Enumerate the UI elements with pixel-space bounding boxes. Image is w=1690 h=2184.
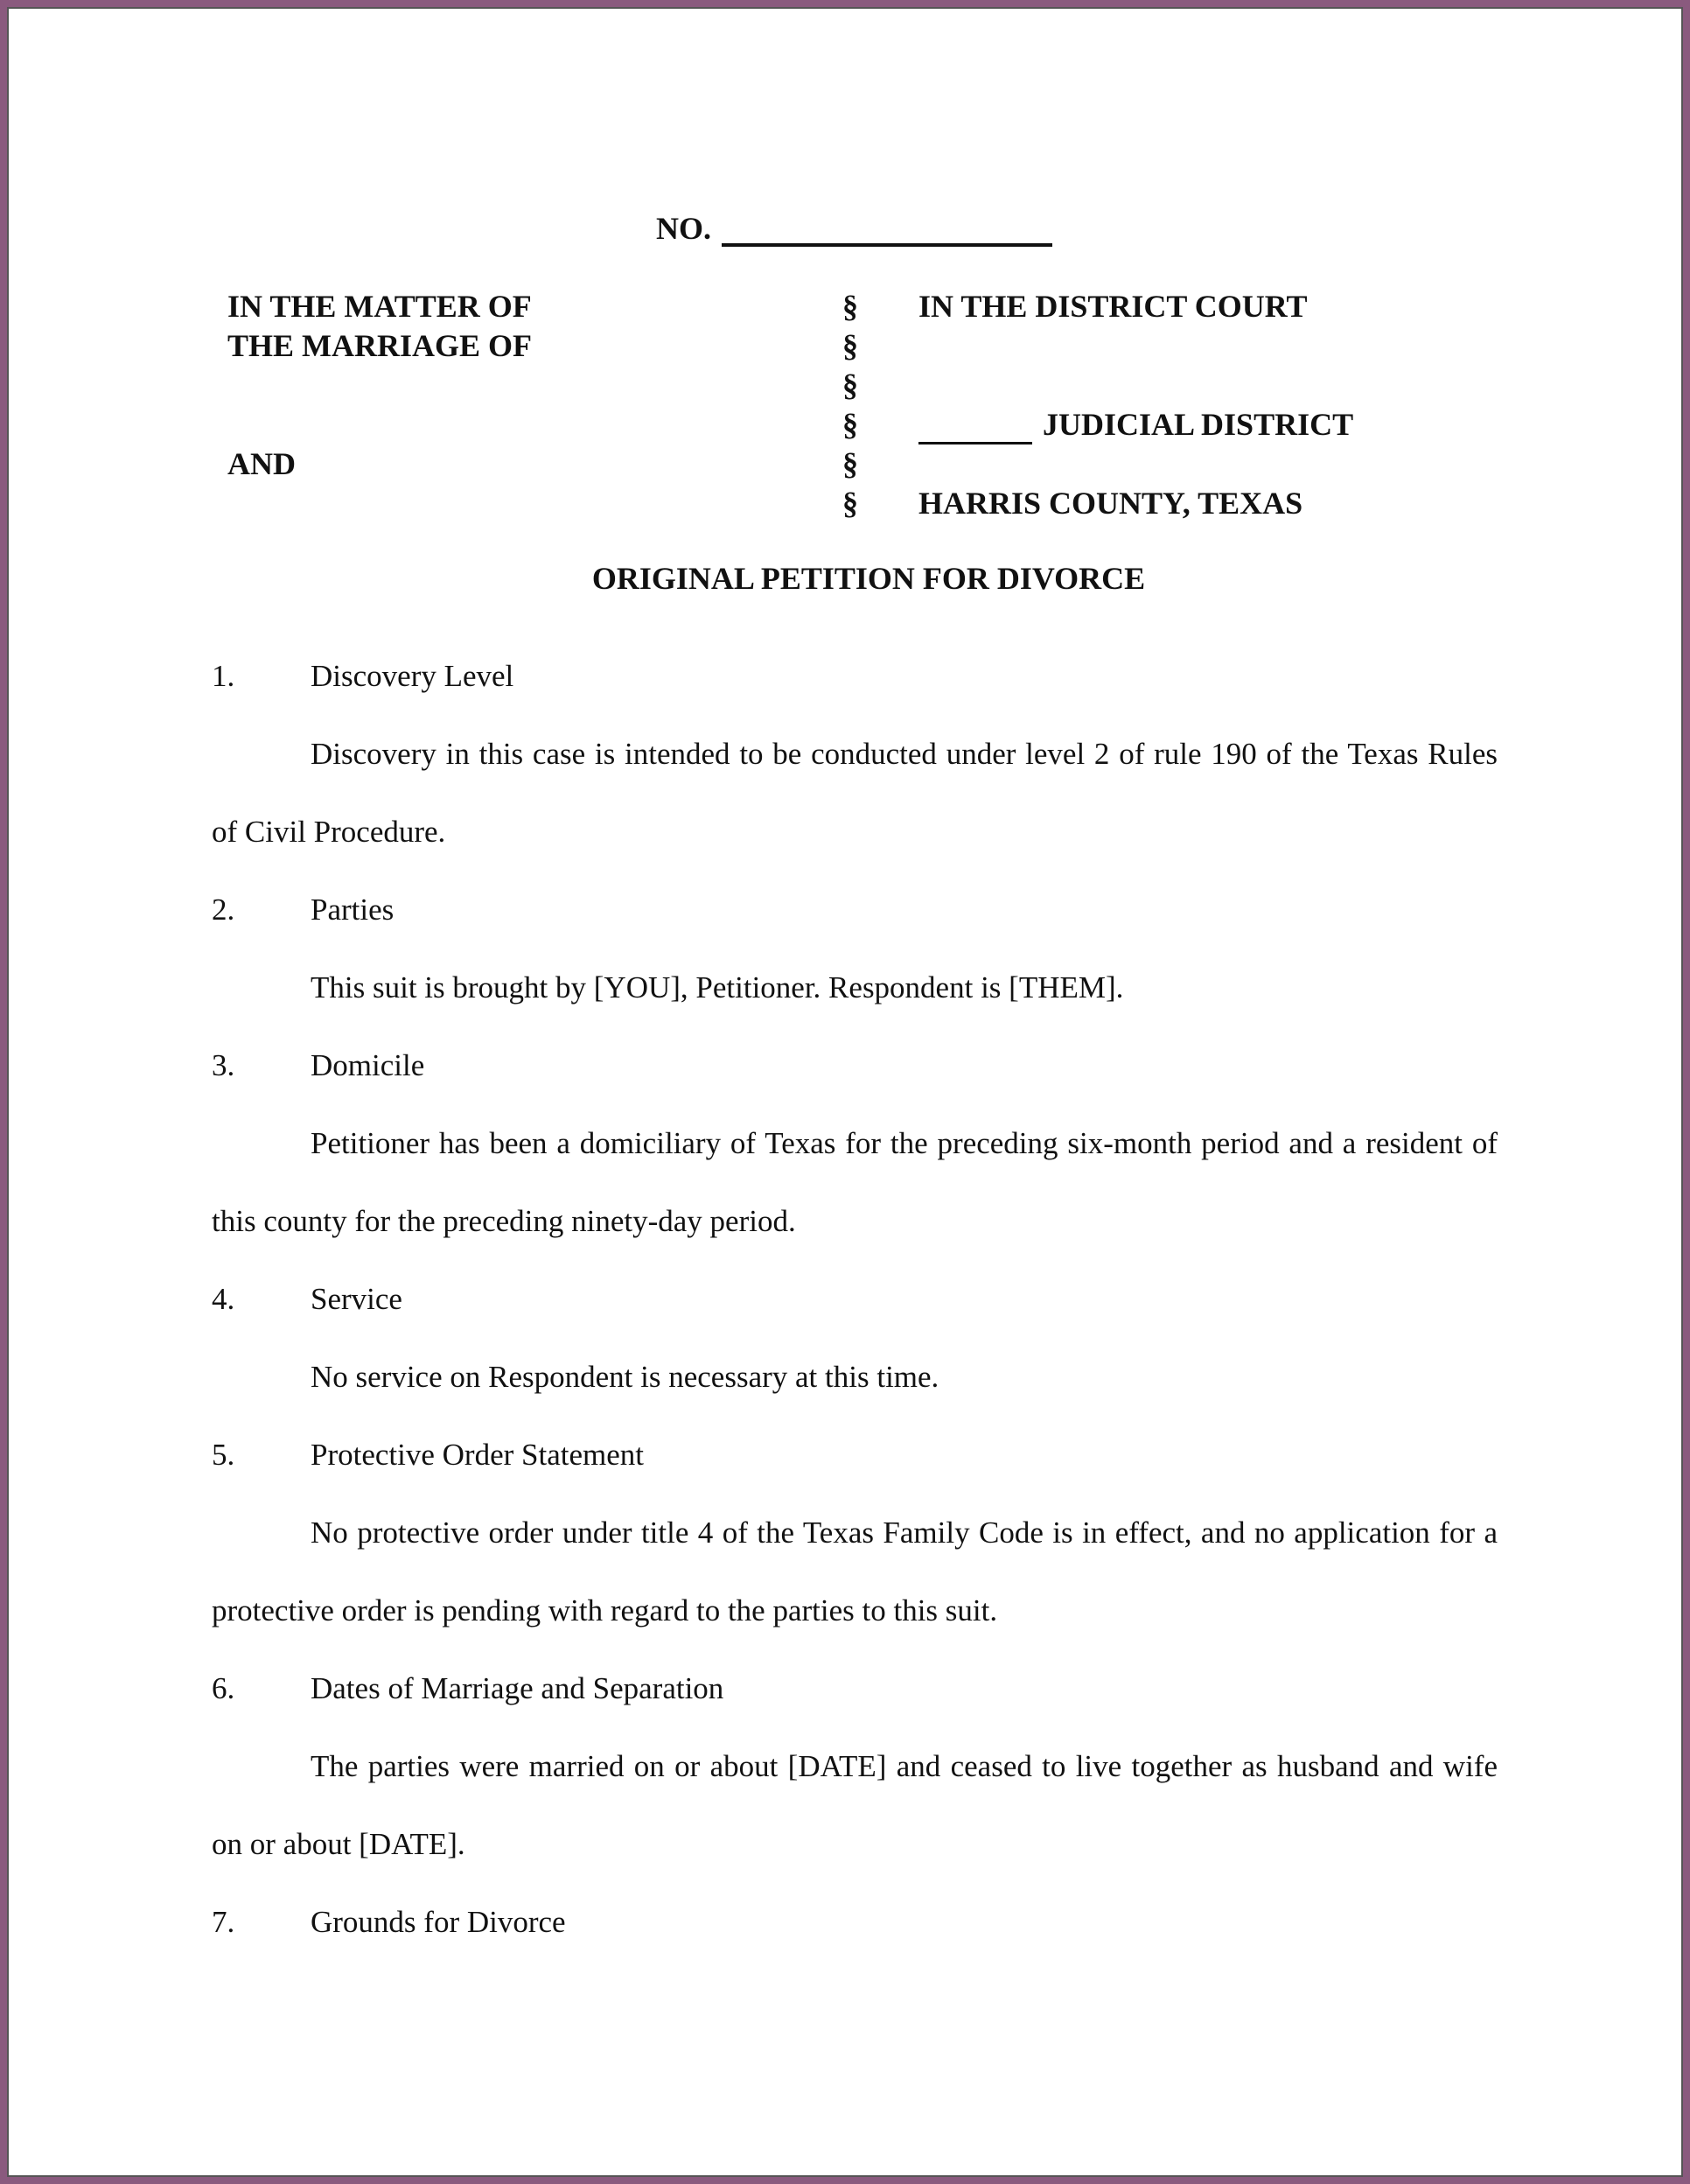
section-symbol: § [842, 328, 858, 363]
section-title: Parties [311, 892, 395, 927]
section-symbol: § [842, 407, 858, 442]
section-symbol: § [842, 368, 858, 402]
document-title: ORIGINAL PETITION FOR DIVORCE [591, 561, 1146, 596]
petition-sections [212, 637, 1498, 1961]
section-heading [212, 1026, 1498, 1104]
section-heading [212, 1649, 1498, 1727]
judicial-district [918, 405, 1353, 444]
section-number: 3. [212, 1048, 235, 1082]
section-title: Discovery Level [311, 659, 514, 693]
section-symbol: § [842, 486, 858, 521]
section-number: 1. [212, 659, 235, 693]
section-number: 6. [212, 1671, 235, 1705]
section-body: Discovery in this case is intended to be conducted under level 2 of rule 190 of the Texas Rules of Civil Procedure. [212, 737, 1498, 849]
judicial-district-blank [918, 412, 1032, 444]
section-title: Grounds for Divorce [311, 1905, 566, 1939]
court-name: IN THE DISTRICT COURT [918, 289, 1308, 324]
document-page [7, 7, 1683, 2177]
section-body: No service on Respondent is necessary at this time. [311, 1360, 939, 1394]
section-symbol: § [842, 289, 858, 324]
section-heading [212, 1260, 1498, 1338]
caption-left-line1: IN THE MATTER OF [227, 289, 532, 324]
section-heading [212, 637, 1498, 715]
caption-court [918, 287, 1353, 523]
case-number-blank [722, 217, 1052, 247]
section-number: 4. [212, 1282, 235, 1316]
section-number: 2. [212, 892, 235, 927]
section-symbol: § [842, 446, 858, 481]
caption-left-line2: THE MARRIAGE OF [227, 328, 533, 363]
section-title: Service [311, 1282, 402, 1316]
section-number: 5. [212, 1438, 235, 1472]
caption-parties [227, 287, 532, 484]
section-body: This suit is brought by [YOU], Petitioner. Respondent is [THEM]. [311, 970, 1124, 1004]
case-number [656, 210, 1052, 247]
section-title: Domicile [311, 1048, 425, 1082]
section-title: Dates of Marriage and Separation [311, 1671, 724, 1705]
section-body: No protective order under title 4 of the Texas Family Code is in effect, and no application for a protective order is pending with regard to the parties to this suit. [212, 1516, 1498, 1628]
caption-and: AND [227, 446, 296, 481]
case-number-label: NO. [656, 211, 711, 246]
section-body: The parties were married on or about [DATE] and ceased to live together as husband and wife on or about [DATE]. [212, 1749, 1498, 1861]
section-body: Petitioner has been a domiciliary of Texas for the preceding six-month period and a resident of this county for the preceding ninety-day period. [212, 1126, 1498, 1238]
section-heading [212, 871, 1498, 948]
section-heading [212, 1416, 1498, 1494]
section-heading [212, 1883, 1498, 1961]
county-name: HARRIS COUNTY, TEXAS [918, 486, 1303, 521]
judicial-district-label: JUDICIAL DISTRICT [1043, 407, 1354, 442]
section-title: Protective Order Statement [311, 1438, 644, 1472]
section-number: 7. [212, 1905, 235, 1939]
section-symbol-column [842, 287, 858, 523]
